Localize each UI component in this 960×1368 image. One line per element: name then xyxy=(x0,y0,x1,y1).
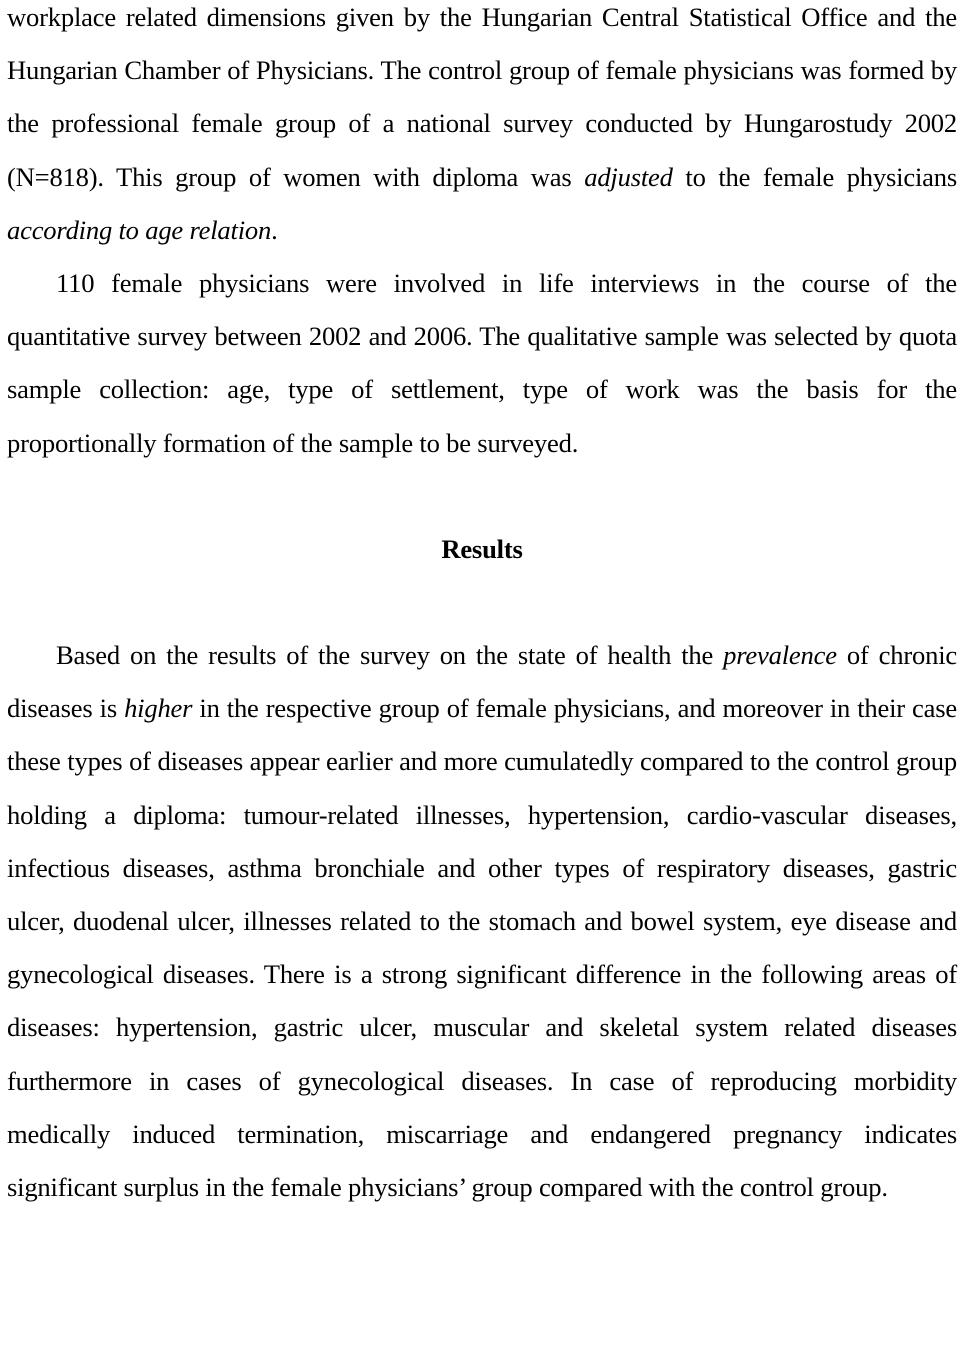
paragraph-text: in the respective group of female physicians, and moreover in their case these types of diseases appear earlier and more cumulatedly compared to the control group holding a diploma: tumour-related illnesses, hypertension, cardio-vascular diseases, infectious diseases, asthma bronchiale and other types of respiratory diseases, gastric ulcer, duodenal ulcer, illnesses related to the stomach and bowel system, eye disease and gynecological diseases. There is a strong significant difference in the following areas of diseases: hypertension, gastric ulcer, muscular and skeletal system related diseases furthermore in cases of gynecological diseases. In case of reproducing morbidity medically induced termination, miscarriage and endangered pregnancy indicates significant surplus in the female physicians’ group compared with the control group. xyxy=(7,693,958,1203)
paragraph-results xyxy=(7,629,957,1214)
document-page xyxy=(7,0,957,1214)
section-heading-results: Results xyxy=(441,533,523,564)
paragraph-methods xyxy=(7,0,957,257)
italic-term-adjusted: adjusted xyxy=(584,161,673,192)
paragraph-text: to the female physicians xyxy=(672,161,957,192)
paragraph-text: . xyxy=(271,214,278,245)
italic-term-prevalence: prevalence xyxy=(723,640,837,671)
italic-term-higher: higher xyxy=(124,693,193,724)
paragraph-text: Based on the results of the survey on the state of health the xyxy=(56,640,724,671)
paragraph-text: workplace related dimensions given by the Hungarian Central Statistical Office and the Hungarian Chamber of Physicians. The control group of female physicians was formed by the professional female group of a national survey conducted by Hungarostudy 2002 (N=818). This group of women with diploma was xyxy=(7,2,957,192)
italic-term-age-relation: according to age relation xyxy=(7,214,272,245)
paragraph-sample: 110 female physicians were involved in life interviews in the course of the quantitative survey between 2002 and 2006. The qualitative sample was selected by quota sample collection: age, type of settlement, type of work was the basis for the proportionally formation of the sample to be surveyed. xyxy=(7,268,957,458)
paragraph-text: of chronic diseases is xyxy=(7,640,957,724)
